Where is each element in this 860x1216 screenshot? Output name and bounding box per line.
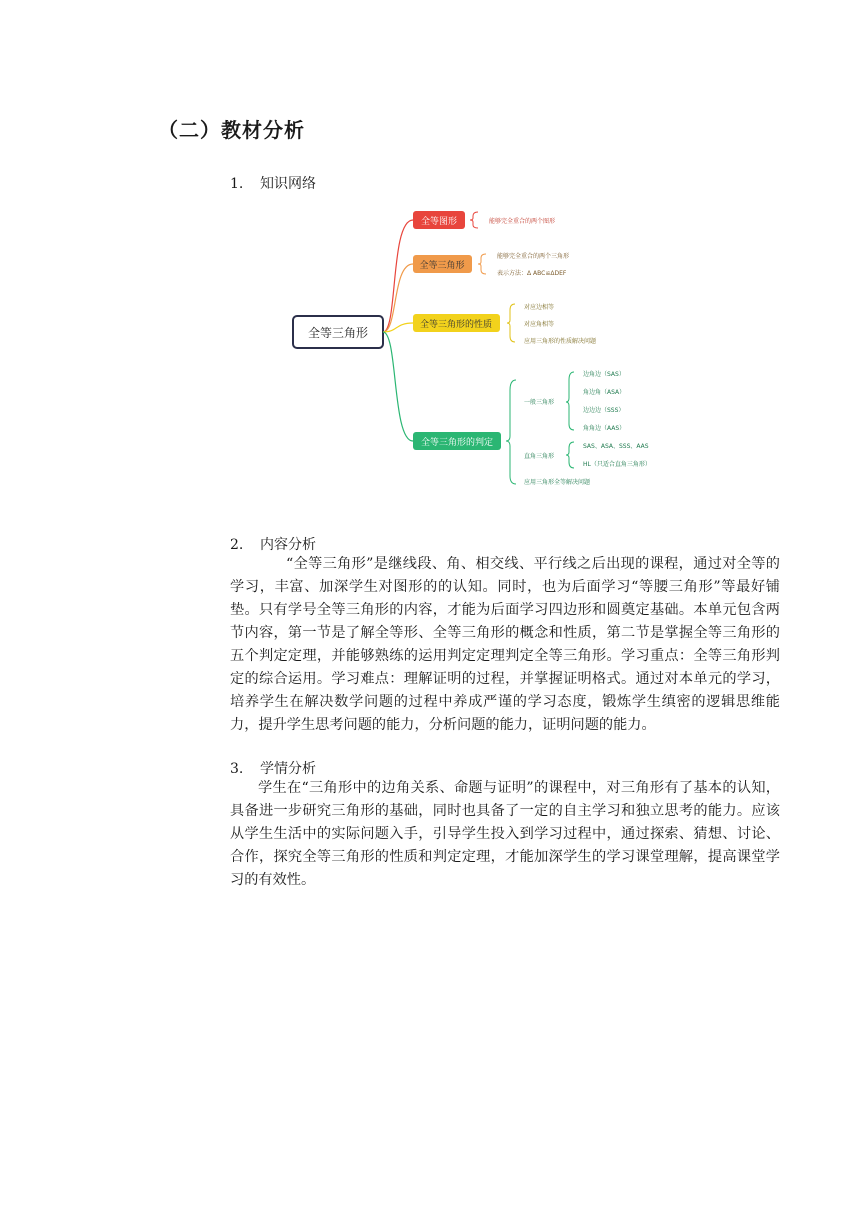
brace-branch-3 bbox=[507, 304, 515, 342]
subbranch-label-right: 直角三角形 bbox=[524, 453, 555, 460]
general-triangle-item: 边边边（SSS） bbox=[583, 407, 625, 414]
branch-1-item: 能够完全重合的两个图形 bbox=[489, 218, 556, 225]
branch-4-extra-item: 应用三角形全等解决问题 bbox=[524, 479, 591, 486]
connector-branch-2 bbox=[383, 264, 413, 332]
section-heading-1 bbox=[230, 173, 316, 193]
content-analysis-paragraph: “全等三角形”是继线段、角、相交线、平行线之后出现的课程，通过对全等的学习，丰富、加深学生对图形的的认知。同时，也为后面学习“等腰三角形”等最好铺垫。只有学号全等三角形的内容，才能为后面学习四边形和圆奠定基础。本单元包含两节内容，第一节是了解全等形、全等三角形的概念和性质，第二节是掌握全等三角形的五个判定定理，并能够熟练的运用判定定理判定全等三角形。学习重点：全等三角形判定的综合运用。学习难点：理解证明的过程，并掌握证明格式。通过对本单元的学习，培养学生在解决数学问题的过程中养成严谨的学习态度，锻炼学生缜密的逻辑思维能力，提升学生思考问题的能力，分析问题的能力，证明问题的能力。 bbox=[230, 556, 780, 733]
mindmap-root-label: 全等三角形 bbox=[307, 326, 369, 340]
branch-label-1: 全等图形 bbox=[420, 217, 458, 227]
knowledge-mindmap bbox=[280, 200, 700, 500]
section-number: 1. bbox=[230, 176, 244, 192]
branch-2-item: 能够完全重合的两个三角形 bbox=[497, 253, 570, 260]
branch-2-item: 表示方法：Δ ABC≌ΔDEF bbox=[497, 270, 567, 277]
general-triangle-item: 边角边（SAS） bbox=[583, 371, 625, 378]
section-title: 学情分析 bbox=[260, 761, 316, 777]
section-number: 3. bbox=[230, 761, 244, 777]
brace-general-triangle bbox=[566, 372, 574, 430]
branch-3-item: 对应角相等 bbox=[524, 321, 555, 328]
connector-branch-4 bbox=[383, 332, 413, 441]
branch-label-3: 全等三角形的性质 bbox=[419, 320, 493, 330]
branch-3-item: 应用三角形的性质解决问题 bbox=[524, 338, 597, 345]
brace-branch-4 bbox=[506, 380, 516, 484]
right-triangle-item: SAS、ASA、SSS、AAS bbox=[583, 443, 649, 450]
connector-branch-1 bbox=[383, 220, 413, 332]
general-triangle-item: 角角边（AAS） bbox=[583, 425, 626, 432]
section-number: 2. bbox=[230, 537, 244, 553]
section-heading-2 bbox=[230, 534, 316, 554]
page-title: （二）教材分析 bbox=[158, 118, 305, 142]
student-analysis-paragraph: 学生在“三角形中的边角关系、命题与证明”的课程中，对三角形有了基本的认知，具备进一步研究三角形的基础，同时也具备了一定的自主学习和独立思考的能力。应该从学生生活中的实际问题入手，引导学生投入到学习过程中，通过探索、猜想、讨论、合作，探究全等三角形的性质和判定定理，才能加深学生的学习课堂理解，提高课堂学习的有效性。 bbox=[230, 780, 780, 888]
section-title: 内容分析 bbox=[260, 537, 316, 553]
brace-branch-1 bbox=[470, 212, 478, 228]
general-triangle-item: 角边角（ASA） bbox=[583, 389, 626, 396]
branch-3-item: 对应边相等 bbox=[524, 304, 555, 311]
subbranch-label-general: 一般三角形 bbox=[524, 399, 555, 406]
right-triangle-item: HL（只适合直角三角形） bbox=[583, 461, 651, 468]
branch-label-4: 全等三角形的判定 bbox=[420, 438, 494, 448]
branch-label-2: 全等三角形 bbox=[419, 261, 465, 271]
section-heading-3 bbox=[230, 758, 316, 778]
brace-right-triangle bbox=[566, 442, 574, 468]
section-title: 知识网络 bbox=[260, 176, 316, 192]
brace-branch-2 bbox=[478, 254, 486, 274]
